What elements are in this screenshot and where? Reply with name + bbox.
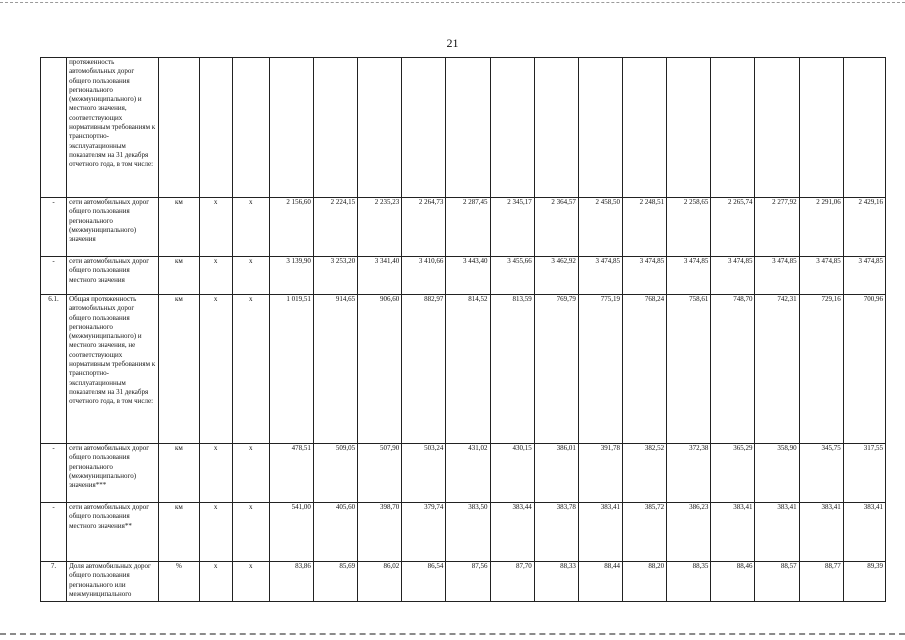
value-cell: 3 139,90 (269, 257, 313, 295)
value-cell (711, 58, 755, 198)
value-cell: 769,79 (534, 295, 578, 444)
value-cell: 358,90 (755, 444, 799, 503)
value-cell (313, 58, 357, 198)
value-cell: 386,01 (534, 444, 578, 503)
value-cell: 383,41 (755, 503, 799, 562)
row-x-mark: х (232, 257, 269, 295)
value-cell: 813,59 (490, 295, 534, 444)
value-cell: 383,41 (799, 503, 843, 562)
value-cell: 541,00 (269, 503, 313, 562)
value-cell: 382,52 (623, 444, 667, 503)
value-cell (269, 58, 313, 198)
value-cell: 509,05 (313, 444, 357, 503)
value-cell (578, 58, 622, 198)
value-cell: 1 019,51 (269, 295, 313, 444)
value-cell: 89,39 (843, 562, 885, 602)
table-row (41, 257, 886, 295)
value-cell: 3 462,92 (534, 257, 578, 295)
value-cell: 385,72 (623, 503, 667, 562)
row-x-mark: х (199, 257, 232, 295)
value-cell: 775,19 (578, 295, 622, 444)
row-number: - (41, 444, 67, 503)
value-cell: 87,70 (490, 562, 534, 602)
value-cell (755, 58, 799, 198)
row-x-mark (232, 58, 269, 198)
row-label: сети автомобильных дорог общего пользования местного значения (67, 257, 159, 295)
value-cell: 2 156,60 (269, 198, 313, 257)
value-cell: 814,52 (446, 295, 490, 444)
value-cell: 88,57 (755, 562, 799, 602)
value-cell: 88,46 (711, 562, 755, 602)
row-label: сети автомобильных дорог общего пользования регионального (межмуниципального) значения*** (67, 444, 159, 503)
row-number (41, 58, 67, 198)
row-x-mark: х (232, 295, 269, 444)
value-cell: 345,75 (799, 444, 843, 503)
value-cell: 748,70 (711, 295, 755, 444)
value-cell: 431,02 (446, 444, 490, 503)
row-label: сети автомобильных дорог общего пользования местного значения** (67, 503, 159, 562)
row-label: сети автомобильных дорог общего пользования регионального (межмуниципального) значения (67, 198, 159, 257)
value-cell: 83,86 (269, 562, 313, 602)
row-unit: км (159, 444, 199, 503)
value-cell: 3 474,85 (623, 257, 667, 295)
row-unit (159, 58, 199, 198)
value-cell: 906,60 (358, 295, 402, 444)
value-cell (667, 58, 711, 198)
value-cell: 3 474,85 (667, 257, 711, 295)
value-cell: 2 265,74 (711, 198, 755, 257)
row-label: протяженность автомобильных дорог общего пользования регионального (межмуниципального) и местного значения, соответствующих нормативным требованиям к транспортно-эксплуатационным показателям на 31 декабря отчетного года, в том числе: (67, 58, 159, 198)
value-cell: 2 291,06 (799, 198, 843, 257)
row-unit: км (159, 257, 199, 295)
table-row (41, 444, 886, 503)
page-number: 21 (446, 36, 459, 50)
row-number: - (41, 503, 67, 562)
row-number: - (41, 257, 67, 295)
value-cell: 398,70 (358, 503, 402, 562)
value-cell: 882,97 (402, 295, 446, 444)
row-x-mark (199, 58, 232, 198)
value-cell: 2 429,16 (843, 198, 885, 257)
value-cell: 3 474,85 (711, 257, 755, 295)
value-cell: 88,77 (799, 562, 843, 602)
scan-edge-top (0, 2, 905, 3)
value-cell: 742,31 (755, 295, 799, 444)
value-cell: 383,78 (534, 503, 578, 562)
value-cell: 391,78 (578, 444, 622, 503)
value-cell (799, 58, 843, 198)
value-cell: 2 258,65 (667, 198, 711, 257)
value-cell: 383,41 (843, 503, 885, 562)
table-row (41, 295, 886, 444)
value-cell (843, 58, 885, 198)
value-cell: 87,56 (446, 562, 490, 602)
value-cell: 383,50 (446, 503, 490, 562)
value-cell: 478,51 (269, 444, 313, 503)
value-cell: 3 341,40 (358, 257, 402, 295)
row-x-mark: х (232, 562, 269, 602)
indicators-table (40, 57, 886, 602)
value-cell: 3 474,85 (799, 257, 843, 295)
row-unit: км (159, 198, 199, 257)
value-cell: 3 474,85 (578, 257, 622, 295)
value-cell: 2 287,45 (446, 198, 490, 257)
value-cell (534, 58, 578, 198)
row-x-mark: х (232, 503, 269, 562)
row-number: - (41, 198, 67, 257)
row-x-mark: х (199, 444, 232, 503)
value-cell: 405,60 (313, 503, 357, 562)
value-cell: 768,24 (623, 295, 667, 444)
value-cell: 2 277,92 (755, 198, 799, 257)
value-cell: 2 345,17 (490, 198, 534, 257)
value-cell: 3 410,66 (402, 257, 446, 295)
value-cell: 383,44 (490, 503, 534, 562)
row-unit: % (159, 562, 199, 602)
value-cell: 2 264,73 (402, 198, 446, 257)
value-cell: 365,29 (711, 444, 755, 503)
value-cell: 317,55 (843, 444, 885, 503)
value-cell: 86,02 (358, 562, 402, 602)
value-cell: 88,35 (667, 562, 711, 602)
value-cell: 85,69 (313, 562, 357, 602)
value-cell: 2 364,57 (534, 198, 578, 257)
value-cell: 503,24 (402, 444, 446, 503)
value-cell: 88,20 (623, 562, 667, 602)
table-row (41, 198, 886, 257)
value-cell: 2 235,23 (358, 198, 402, 257)
value-cell: 2 458,50 (578, 198, 622, 257)
row-x-mark: х (199, 503, 232, 562)
value-cell: 372,38 (667, 444, 711, 503)
value-cell: 383,41 (711, 503, 755, 562)
value-cell: 379,74 (402, 503, 446, 562)
value-cell: 729,16 (799, 295, 843, 444)
table-row (41, 58, 886, 198)
table-body (41, 58, 886, 602)
table-row (41, 503, 886, 562)
value-cell: 3 455,66 (490, 257, 534, 295)
row-number: 7. (41, 562, 67, 602)
value-cell: 507,90 (358, 444, 402, 503)
value-cell: 386,23 (667, 503, 711, 562)
value-cell (402, 58, 446, 198)
value-cell: 700,96 (843, 295, 885, 444)
row-x-mark: х (199, 295, 232, 444)
value-cell: 3 474,85 (843, 257, 885, 295)
row-number: 6.1. (41, 295, 67, 444)
row-label: Доля автомобильных дорог общего пользования регионального или межмуниципального (67, 562, 159, 602)
value-cell (358, 58, 402, 198)
row-unit: км (159, 295, 199, 444)
row-label: Общая протяженность автомобильных дорог общего пользования регионального (межмуниципального) и местного значения, не соответствующих нормативным требованиям к транспортно-эксплуатационным показателям на 31 декабря отчетного года, в том числе: (67, 295, 159, 444)
row-unit: км (159, 503, 199, 562)
value-cell: 2 248,51 (623, 198, 667, 257)
row-x-mark: х (232, 198, 269, 257)
value-cell: 914,65 (313, 295, 357, 444)
value-cell: 3 474,85 (755, 257, 799, 295)
row-x-mark: х (199, 198, 232, 257)
row-x-mark: х (199, 562, 232, 602)
value-cell: 2 224,15 (313, 198, 357, 257)
value-cell: 88,44 (578, 562, 622, 602)
value-cell: 88,33 (534, 562, 578, 602)
value-cell: 758,61 (667, 295, 711, 444)
table-row (41, 562, 886, 602)
value-cell (623, 58, 667, 198)
row-x-mark: х (232, 444, 269, 503)
value-cell (490, 58, 534, 198)
value-cell: 3 443,40 (446, 257, 490, 295)
scan-edge-bottom (0, 633, 905, 635)
value-cell: 86,54 (402, 562, 446, 602)
value-cell: 383,41 (578, 503, 622, 562)
value-cell: 430,15 (490, 444, 534, 503)
value-cell: 3 253,20 (313, 257, 357, 295)
value-cell (446, 58, 490, 198)
